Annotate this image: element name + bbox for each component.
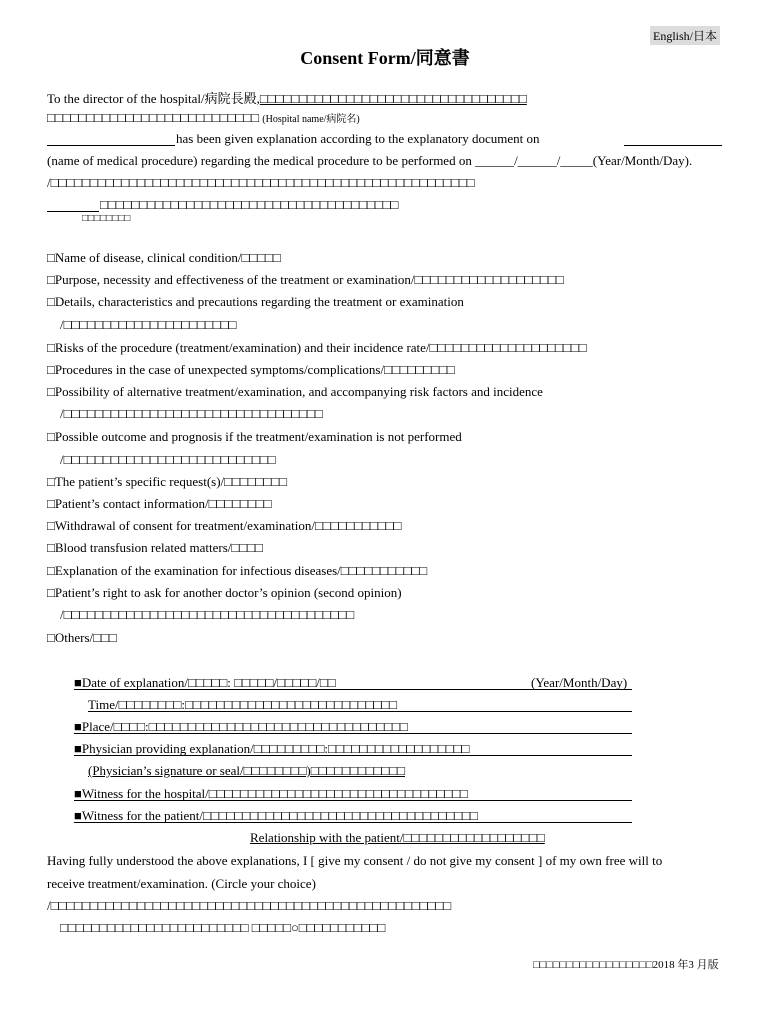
time-field[interactable] <box>88 711 632 712</box>
checklist-item[interactable]: □Explanation of the examination for infectious diseases/□□□□□□□□□□□ <box>47 563 428 578</box>
checklist-item[interactable]: □Blood transfusion related matters/□□□□ <box>47 540 263 555</box>
intro-addressee: To the director of the hospital/病院長殿, <box>47 91 260 106</box>
checklist-item[interactable]: □Withdrawal of consent for treatment/examination/□□□□□□□□□□□ <box>47 518 402 533</box>
time-label: Time/□□□□□□□□:□□□□□□□□□□□□□□□□□□□□□□□□□□□ <box>88 697 398 712</box>
consent-line-1: Having fully understood the above explanations, I [ give my consent / do not give my consent ] of my own free will to <box>47 853 663 868</box>
checklist-item[interactable]: □Purpose, necessity and effectiveness of the treatment or examination/□□□□□□□□□□□□□□□□□□□ <box>47 272 564 287</box>
date-format-suffix: (Year/Month/Day) <box>531 675 628 690</box>
physician-label: ■Physician providing explanation/□□□□□□□□□:□□□□□□□□□□□□□□□□□□ <box>74 741 470 756</box>
checklist-item[interactable]: □Details, characteristics and precautions regarding the treatment or examination <box>47 294 464 309</box>
intro-line-4: (name of medical procedure) regarding the medical procedure to be performed on ______/______/_____(Year/Month/Day). <box>47 153 693 168</box>
intro-line-2-text: □□□□□□□□□□□□□□□□□□□□□□□□□□□ <box>47 110 260 125</box>
intro-line-6-rule <box>47 211 99 212</box>
consent-line-2: receive treatment/examination. (Circle your choice) <box>47 876 316 891</box>
checklist-item-continued: /□□□□□□□□□□□□□□□□□□□□□□□□□□□ <box>60 452 276 467</box>
checklist-item[interactable]: □Patient’s right to ask for another doctor’s opinion (second opinion) <box>47 585 402 600</box>
witness-hospital-label: ■Witness for the hospital/□□□□□□□□□□□□□□□□□□□□□□□□□□□□□□□□□ <box>74 786 468 801</box>
checklist-item[interactable]: □Possible outcome and prognosis if the treatment/examination is not performed <box>47 429 462 444</box>
document-date-rule <box>624 145 722 146</box>
checklist-item-continued: /□□□□□□□□□□□□□□□□□□□□□□□□□□□□□□□□□□□□□ <box>60 607 355 622</box>
witness-hospital-field[interactable] <box>74 800 632 801</box>
consent-line-3: /□□□□□□□□□□□□□□□□□□□□□□□□□□□□□□□□□□□□□□□□□□□□□□□□□□□ <box>47 898 452 913</box>
place-label: ■Place/□□□□:□□□□□□□□□□□□□□□□□□□□□□□□□□□□□□□□□ <box>74 719 408 734</box>
witness-patient-field[interactable] <box>74 822 632 823</box>
physician-field[interactable] <box>74 755 632 756</box>
relationship-label[interactable]: Relationship with the patient/□□□□□□□□□□□□□□□□□□ <box>250 830 545 845</box>
patient-name-rule <box>47 145 175 146</box>
checklist-item[interactable]: □The patient’s specific request(s)/□□□□□□□□ <box>47 474 287 489</box>
intro-line-6-sub: □□□□□□□□ <box>82 213 131 224</box>
place-field[interactable] <box>74 733 632 734</box>
consent-line-4: □□□□□□□□□□□□□□□□□□□□□□□□ □□□□□○□□□□□□□□□□□ <box>60 920 386 935</box>
checklist-item[interactable]: □Possibility of alternative treatment/examination, and accompanying risk factors and incidence <box>47 384 543 399</box>
hospital-name-label: (Hospital name/病院名) <box>262 114 360 125</box>
date-of-explanation-label: ■Date of explanation/□□□□□: □□□□□/□□□□□/□□ <box>74 675 336 690</box>
intro-line-2 <box>47 110 360 126</box>
language-badge[interactable]: English/日本 <box>650 26 720 45</box>
intro-line-5: /□□□□□□□□□□□□□□□□□□□□□□□□□□□□□□□□□□□□□□□□□□□□□□□□□□□□□□ <box>47 175 475 190</box>
checklist-item[interactable]: □Risks of the procedure (treatment/examination) and their incidence rate/□□□□□□□□□□□□□□□□□□□□ <box>47 340 587 355</box>
checklist-item[interactable]: □Others/□□□ <box>47 630 117 645</box>
footer-version: □□□□□□□□□□□□□□□□□□2018 年3 月版 <box>533 959 719 971</box>
intro-line-1 <box>47 88 527 107</box>
witness-patient-label: ■Witness for the patient/□□□□□□□□□□□□□□□□□□□□□□□□□□□□□□□□□□□ <box>74 808 478 823</box>
date-of-explanation-field[interactable] <box>74 689 632 690</box>
checklist-item[interactable]: □Patient’s contact information/□□□□□□□□ <box>47 496 272 511</box>
intro-line-3: has been given explanation according to the explanatory document on <box>176 131 540 146</box>
checklist-item[interactable]: □Name of disease, clinical condition/□□□□□ <box>47 250 281 265</box>
page-title: Consent Form/同意書 <box>300 48 470 68</box>
physician-signature-label[interactable]: (Physician’s signature or seal/□□□□□□□□)□□□□□□□□□□□□ <box>88 763 405 778</box>
checklist-item-continued: /□□□□□□□□□□□□□□□□□□□□□□□□□□□□□□□□□ <box>60 406 323 421</box>
intro-hospital-blank: □□□□□□□□□□□□□□□□□□□□□□□□□□□□□□□□□□ <box>259 91 527 106</box>
checklist-item-continued: /□□□□□□□□□□□□□□□□□□□□□□ <box>60 317 237 332</box>
checklist-item[interactable]: □Procedures in the case of unexpected symptoms/complications/□□□□□□□□□ <box>47 362 455 377</box>
intro-line-6: □□□□□□□□□□□□□□□□□□□□□□□□□□□□□□□□□□□□□□ <box>100 197 399 212</box>
